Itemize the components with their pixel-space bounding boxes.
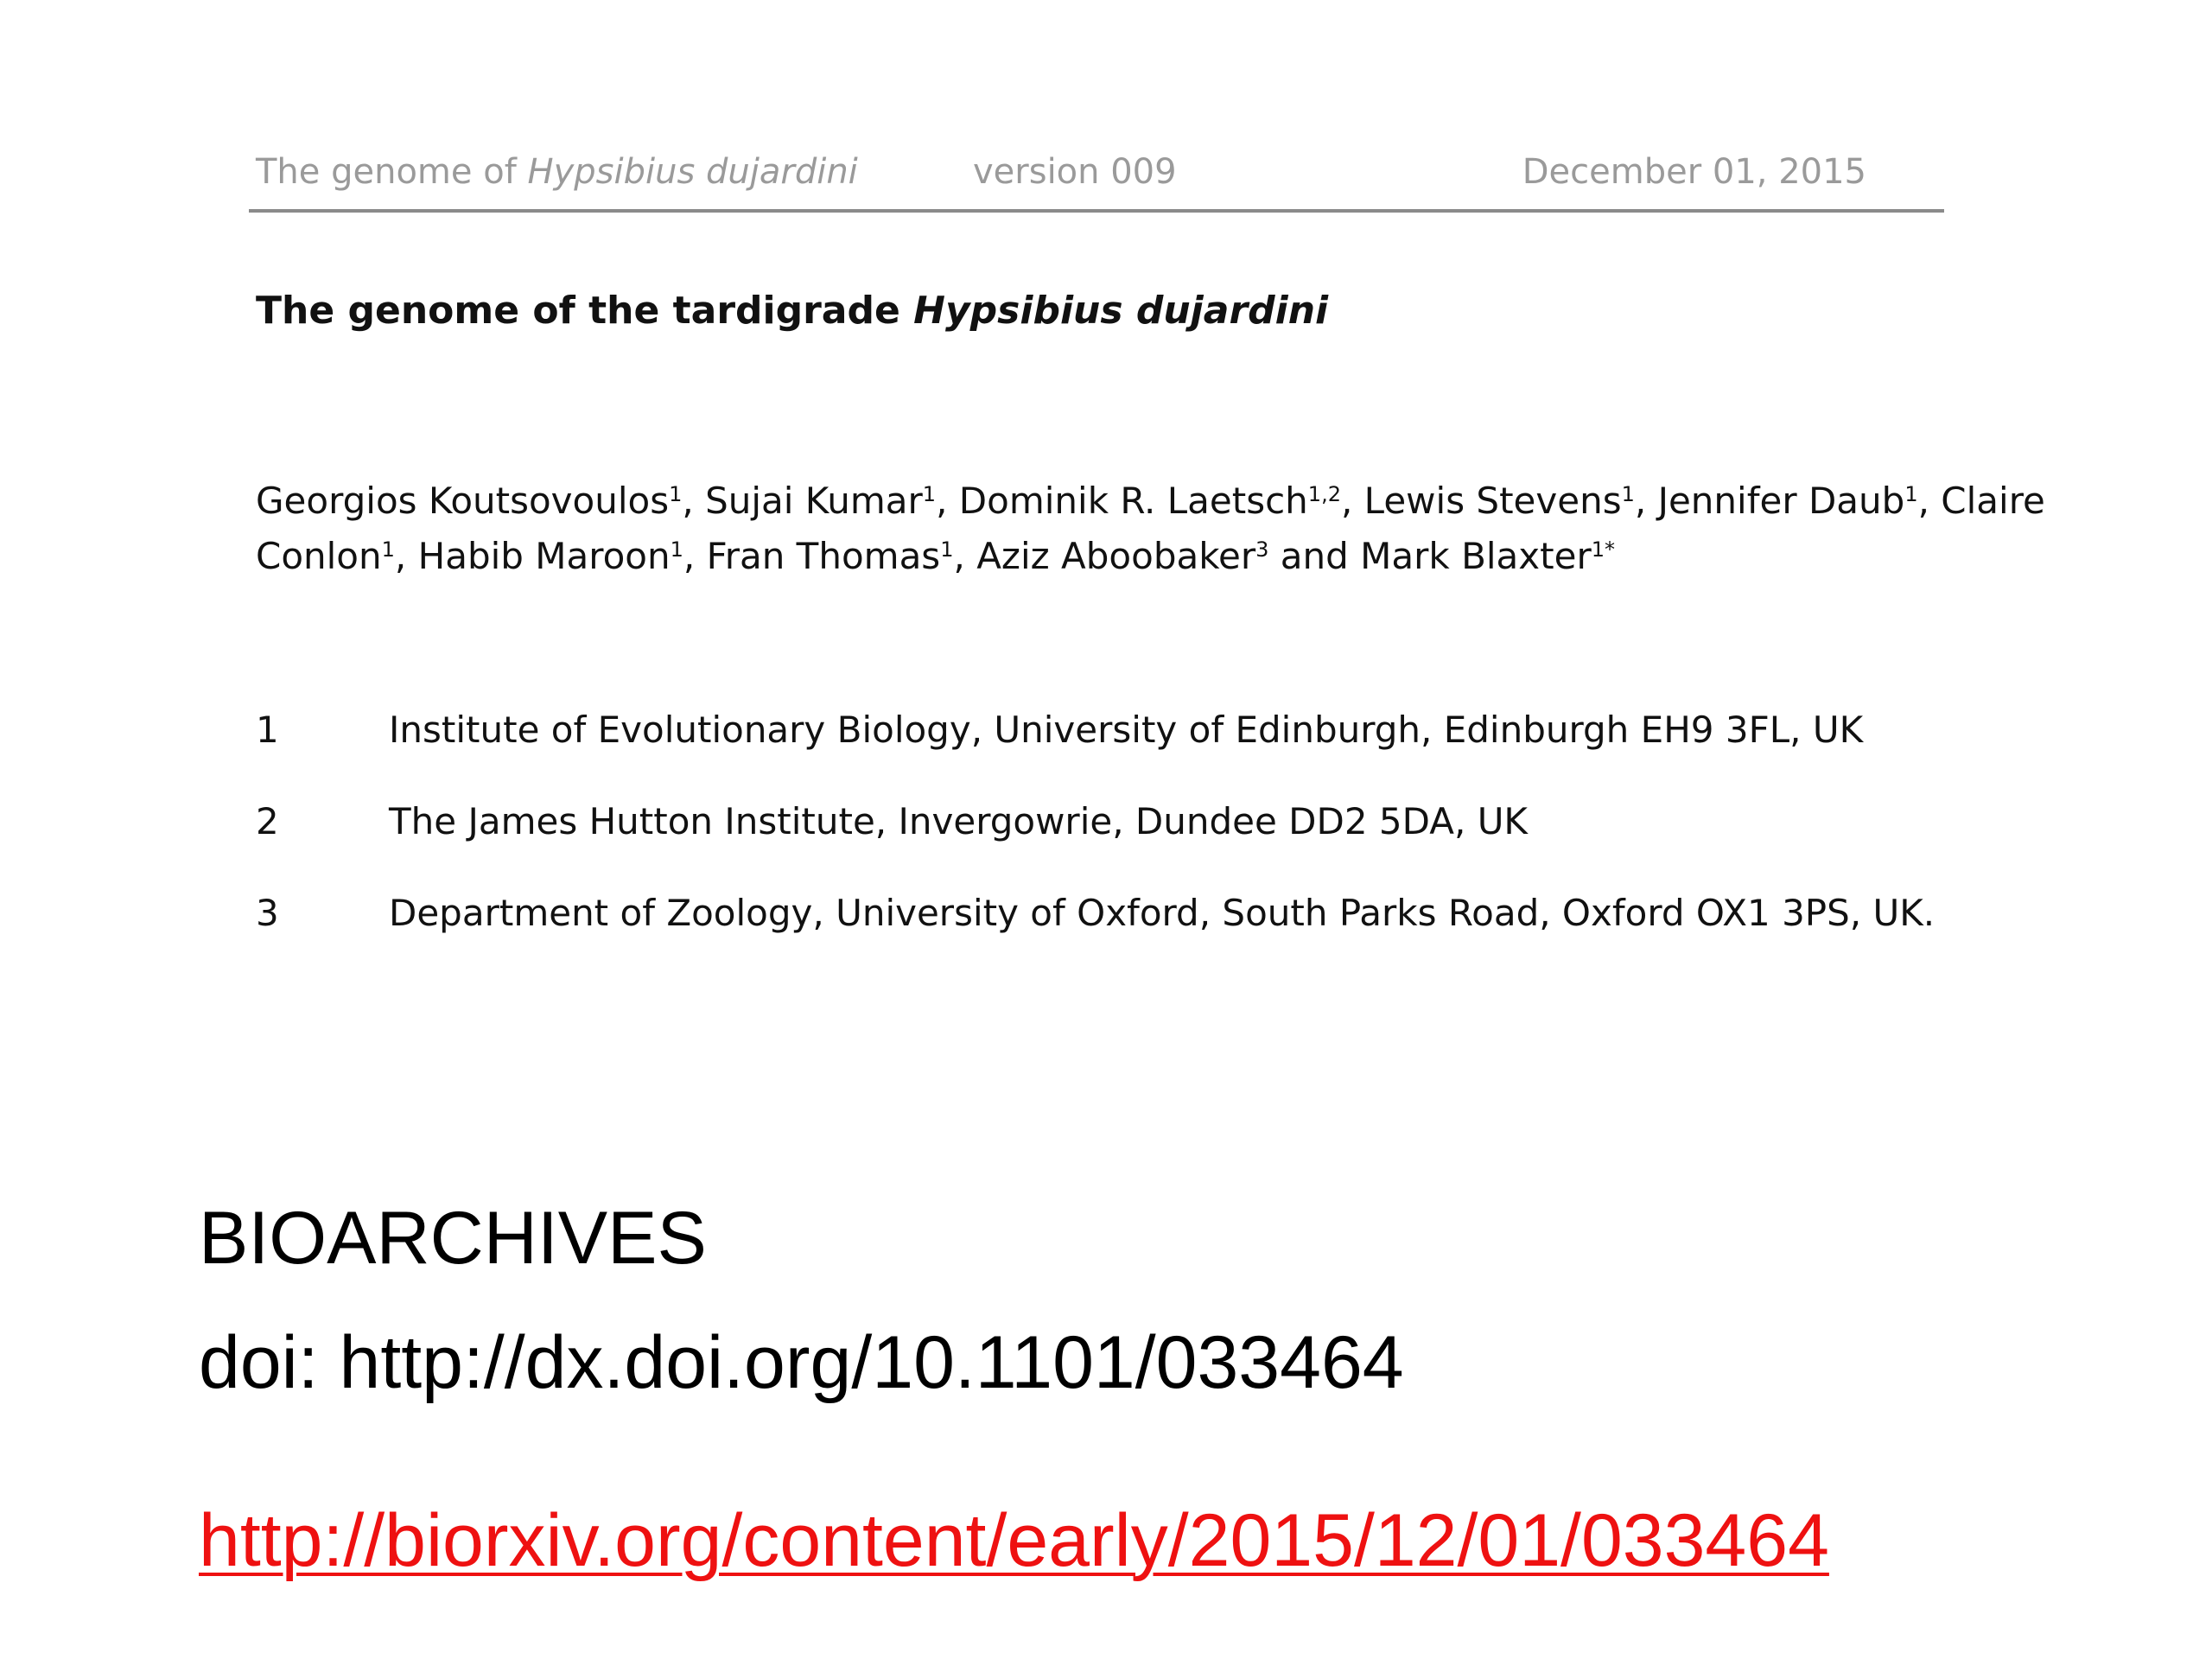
author-name: Aziz Aboobaker bbox=[976, 535, 1256, 577]
author-name: Lewis Stevens bbox=[1363, 480, 1622, 522]
author-name: Conlon bbox=[256, 535, 382, 577]
author-affiliation-marker: 3 bbox=[1255, 537, 1269, 562]
author-name: Habib Maroon bbox=[417, 535, 671, 577]
header-title-species: Hypsibius dujardini bbox=[527, 152, 858, 192]
author-name: Sujai Kumar bbox=[705, 480, 923, 522]
author-separator: , bbox=[683, 535, 707, 577]
author-affiliation-marker: 1,2 bbox=[1307, 482, 1341, 506]
author-separator: , bbox=[953, 535, 977, 577]
paper-title-species: Hypsibius dujardini bbox=[913, 289, 1329, 333]
author-affiliation-marker: 1 bbox=[940, 537, 954, 562]
author-name: Fran Thomas bbox=[706, 535, 941, 577]
author-separator: , bbox=[682, 480, 706, 522]
author-name: Jennifer Daub bbox=[1657, 480, 1905, 522]
author-name: Mark Blaxter bbox=[1360, 535, 1592, 577]
author-separator: , Claire bbox=[1917, 480, 2045, 522]
author-affiliation-marker: 1 bbox=[1904, 482, 1918, 506]
author-separator: and bbox=[1268, 535, 1361, 577]
author-affiliation-marker: 1 bbox=[669, 482, 683, 506]
affiliation-number: 2 bbox=[256, 800, 279, 842]
author-name: Dominik R. Laetsch bbox=[958, 480, 1308, 522]
affiliation-text: Department of Zoology, University of Oxford, South Parks Road, Oxford OX1 3PS, UK. bbox=[389, 892, 1936, 934]
affiliation-text: Institute of Evolutionary Biology, University of Edinburgh, Edinburgh EH9 3FL, UK bbox=[389, 709, 1864, 751]
author-affiliation-marker: 1 bbox=[922, 482, 937, 506]
archive-label: BIOARCHIVES bbox=[199, 1197, 707, 1280]
affiliation-text: The James Hutton Institute, Invergowrie, Dundee DD2 5DA, UK bbox=[389, 800, 1528, 842]
affiliation-number: 3 bbox=[256, 892, 279, 934]
author-separator: , bbox=[1340, 480, 1364, 522]
header-title-prefix: The genome of bbox=[256, 152, 517, 192]
doi-text: doi: http://dx.doi.org/10.1101/033464 bbox=[199, 1321, 1404, 1404]
author-list bbox=[256, 474, 2045, 584]
author-separator: , bbox=[394, 535, 418, 577]
affiliation-number: 1 bbox=[256, 709, 279, 751]
paper-title-prefix: The genome of the tardigrade bbox=[256, 289, 900, 333]
author-separator: , bbox=[936, 480, 959, 522]
header-date: December 01, 2015 bbox=[1522, 152, 1866, 192]
header-running-title bbox=[256, 152, 858, 192]
paper-title bbox=[256, 289, 1328, 333]
header-version: version 009 bbox=[973, 152, 1177, 192]
author-line-2 bbox=[256, 529, 1984, 584]
author-name: Georgios Koutsovoulos bbox=[256, 480, 670, 522]
author-affiliation-marker: 1 bbox=[670, 537, 683, 562]
biorxiv-link[interactable]: http://biorxiv.org/content/early/2015/12/01/033464 bbox=[199, 1499, 1829, 1582]
author-affiliation-marker: 1 bbox=[381, 537, 395, 562]
author-line-1 bbox=[256, 474, 2045, 529]
author-affiliation-marker: 1 bbox=[1621, 482, 1635, 506]
author-affiliation-marker: 1* bbox=[1591, 537, 1616, 562]
page-header bbox=[249, 138, 1944, 213]
author-separator: , bbox=[1634, 480, 1658, 522]
